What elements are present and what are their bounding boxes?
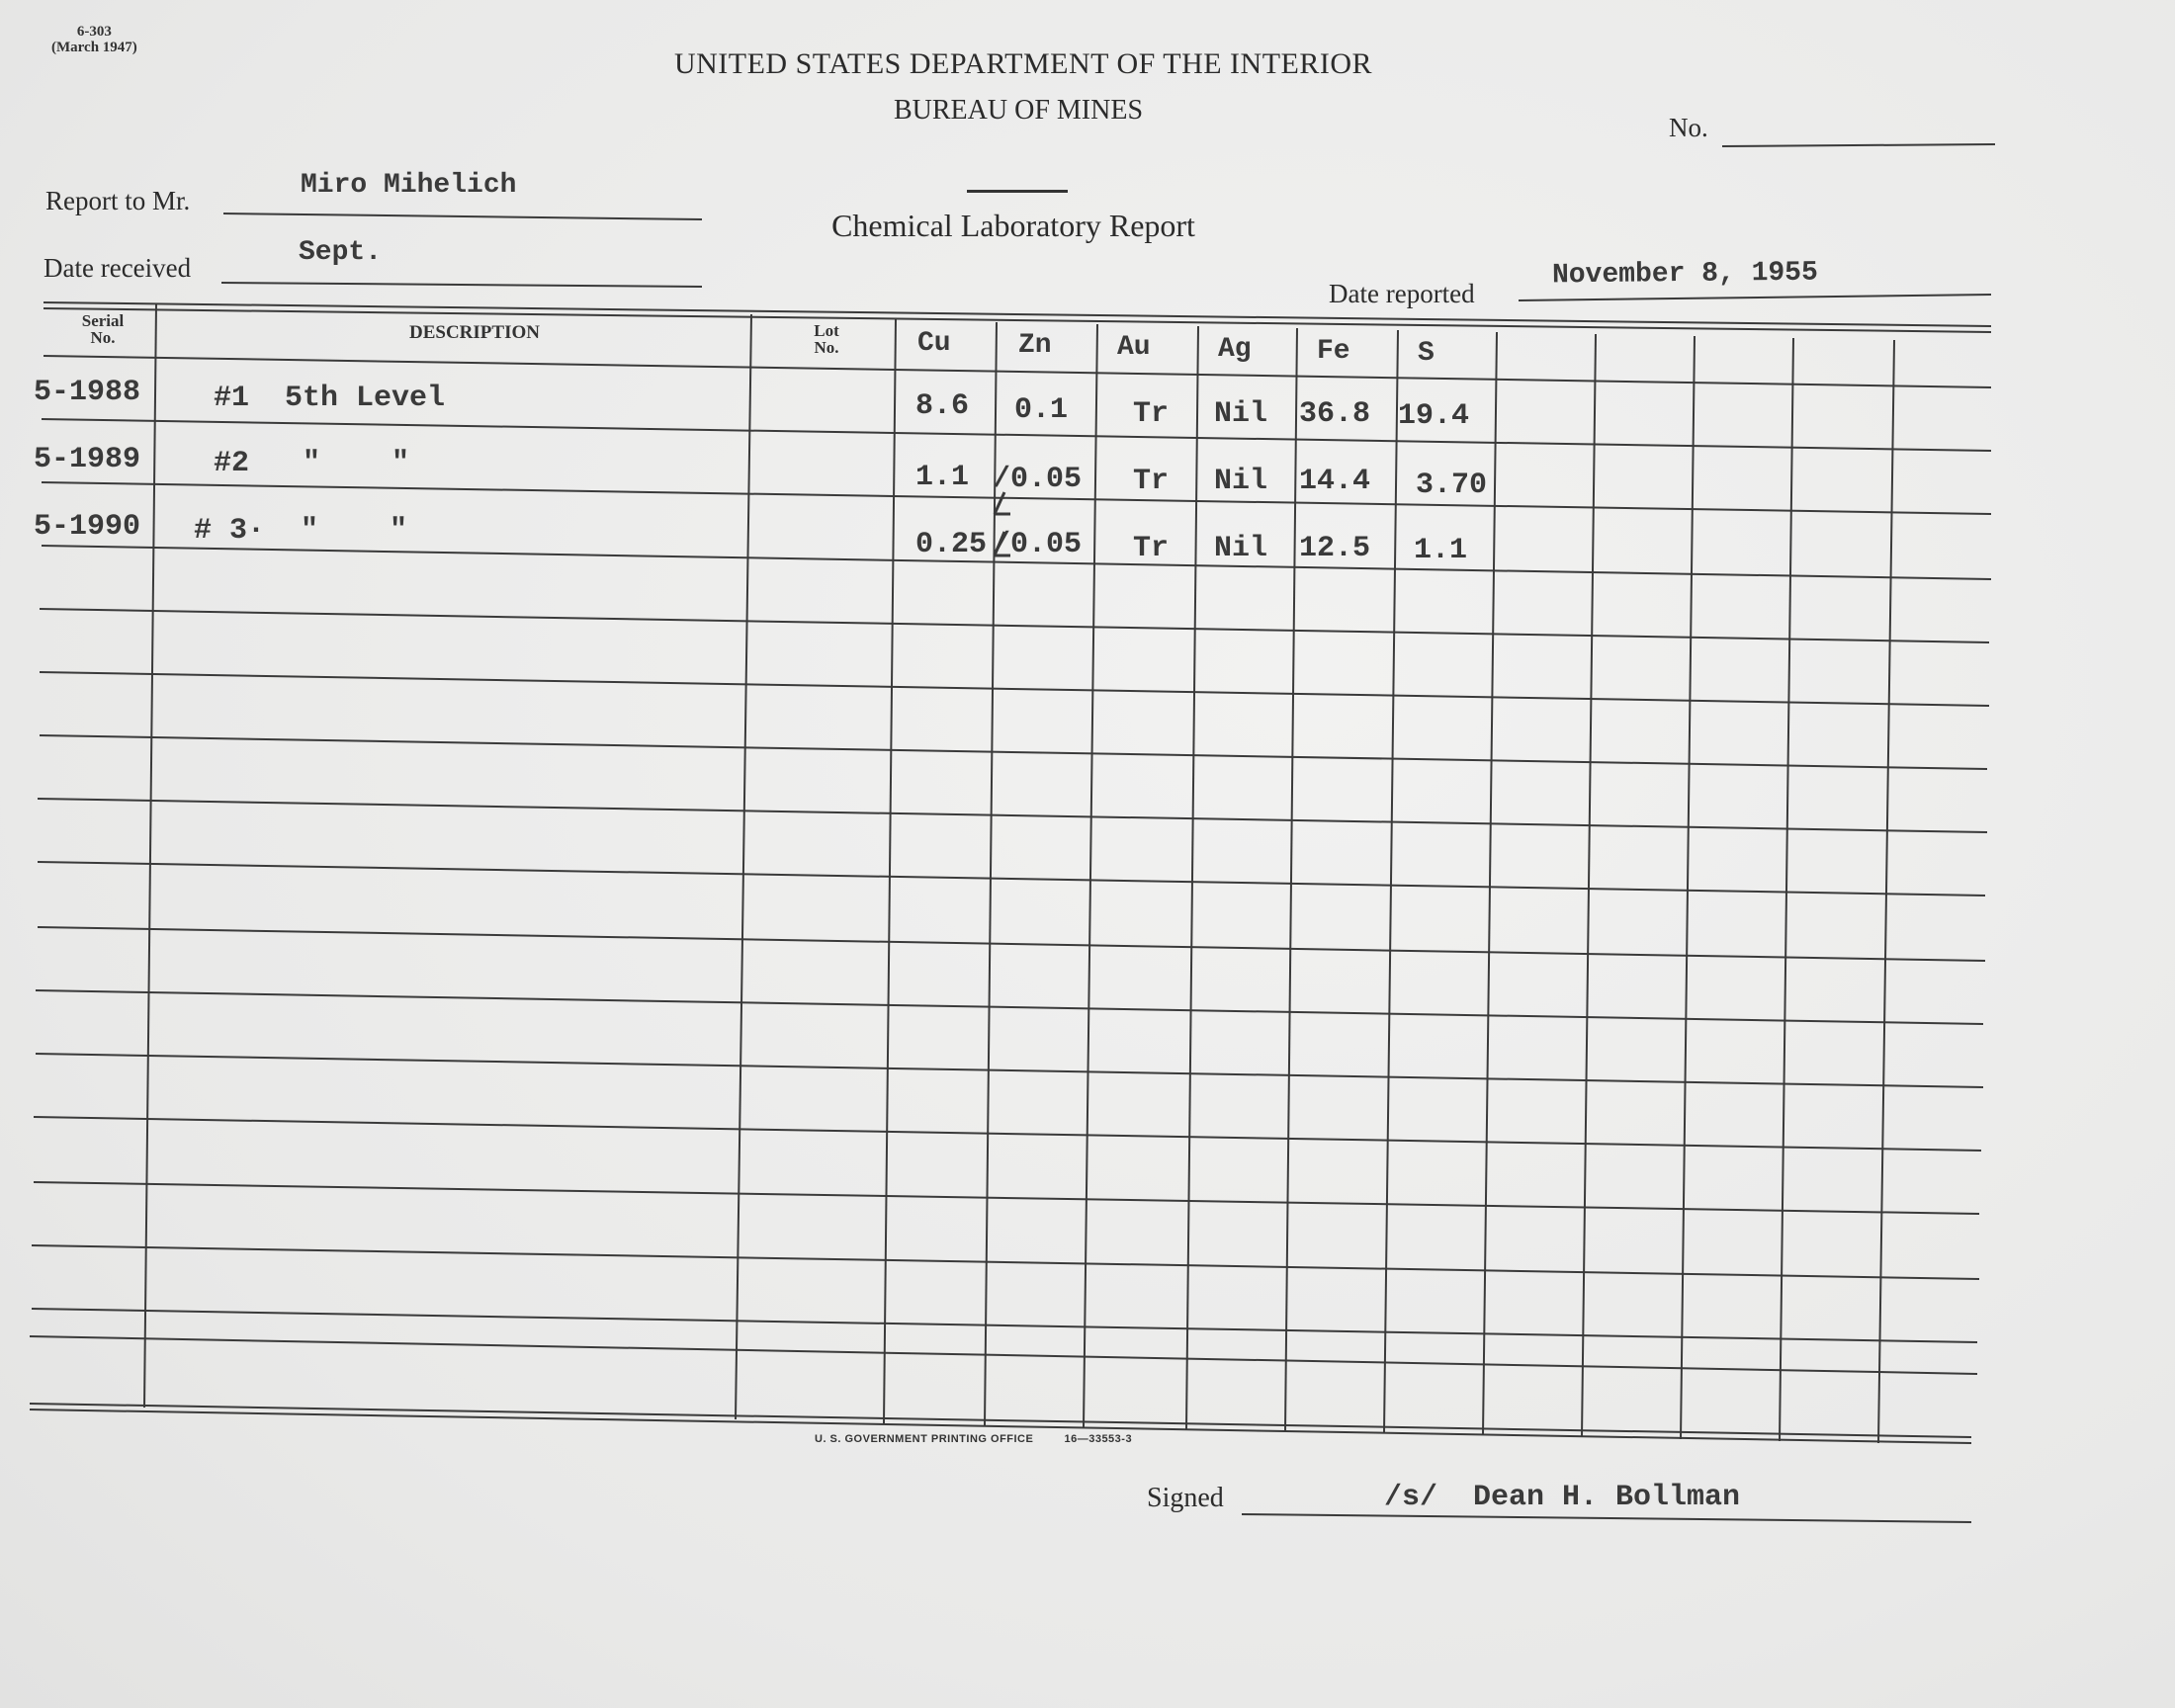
no-label: No. — [1669, 113, 1708, 142]
printing-code-text: 16—33553-3 — [1064, 1433, 1133, 1445]
element-header-ag: Ag — [1218, 334, 1252, 365]
lot-header-line1: Lot — [814, 321, 839, 340]
serial-header-line1: Serial — [81, 311, 125, 330]
lot-header-line2: No. — [814, 338, 839, 357]
row3-cu: 0.25 — [915, 528, 988, 561]
department-title: UNITED STATES DEPARTMENT OF THE INTERIOR — [673, 47, 1373, 80]
element-header-au: Au — [1117, 332, 1151, 363]
title-rule — [967, 190, 1068, 193]
row1-fe: 36.8 — [1299, 397, 1371, 431]
signed-label: Signed — [1147, 1483, 1224, 1513]
printing-office-text: U. S. GOVERNMENT PRINTING OFFICE — [815, 1433, 1034, 1445]
date-received-value: Sept. — [299, 237, 383, 268]
serial-header — [63, 312, 142, 346]
date-received-label: Date received — [44, 253, 192, 283]
row3-fe: 12.5 — [1299, 532, 1371, 565]
row3-s: 1.1 — [1414, 534, 1468, 567]
row2-zn: /0.05 — [993, 463, 1083, 496]
row2-cu: 1.1 — [915, 461, 970, 494]
element-header-zn: Zn — [1018, 330, 1052, 361]
row3-au: Tr — [1133, 532, 1170, 565]
row3-description: # 3· " " — [194, 514, 408, 548]
serial-header-line2: No. — [90, 328, 116, 347]
row1-description: #1 5th Level — [214, 382, 446, 415]
form-number-text: 6-303 — [76, 24, 112, 40]
row3-ag: Nil — [1214, 532, 1268, 565]
row1-cu: 8.6 — [915, 389, 970, 423]
date-reported-value: November 8, 1955 — [1551, 257, 1818, 292]
signature: /s/ Dean H. Bollman — [1384, 1481, 1741, 1514]
printing-office-imprint — [815, 1433, 1132, 1445]
report-to-label: Report to Mr. — [45, 186, 191, 215]
bureau-title: BUREAU OF MINES — [893, 95, 1144, 126]
row1-s: 19.4 — [1398, 399, 1470, 433]
row2-s: 3.70 — [1416, 469, 1488, 502]
row1-serial: 5-1988 — [34, 376, 141, 409]
row1-ag: Nil — [1214, 397, 1268, 431]
element-header-fe: Fe — [1317, 336, 1350, 367]
element-header-cu: Cu — [917, 328, 951, 359]
row2-au: Tr — [1133, 465, 1170, 498]
row2-fe: 14.4 — [1299, 465, 1371, 498]
element-header-s: S — [1418, 338, 1435, 369]
row2-ag: Nil — [1214, 465, 1268, 498]
lot-header — [787, 322, 866, 356]
header-top-rule — [44, 302, 1991, 326]
date-reported-label: Date reported — [1329, 279, 1475, 308]
report-title: Chemical Laboratory Report — [831, 208, 1195, 243]
row1-zn: 0.1 — [1014, 393, 1069, 427]
row3-zn: /0.05 — [993, 528, 1083, 561]
row2-serial: 5-1989 — [34, 443, 141, 476]
row1-au: Tr — [1133, 397, 1170, 431]
report-to-value: Miro Mihelich — [301, 170, 517, 201]
form-date-text: (March 1947) — [51, 40, 137, 55]
row2-description: #2 " " — [214, 447, 410, 480]
description-header: DESCRIPTION — [409, 322, 540, 343]
row3-serial: 5-1990 — [34, 510, 141, 544]
